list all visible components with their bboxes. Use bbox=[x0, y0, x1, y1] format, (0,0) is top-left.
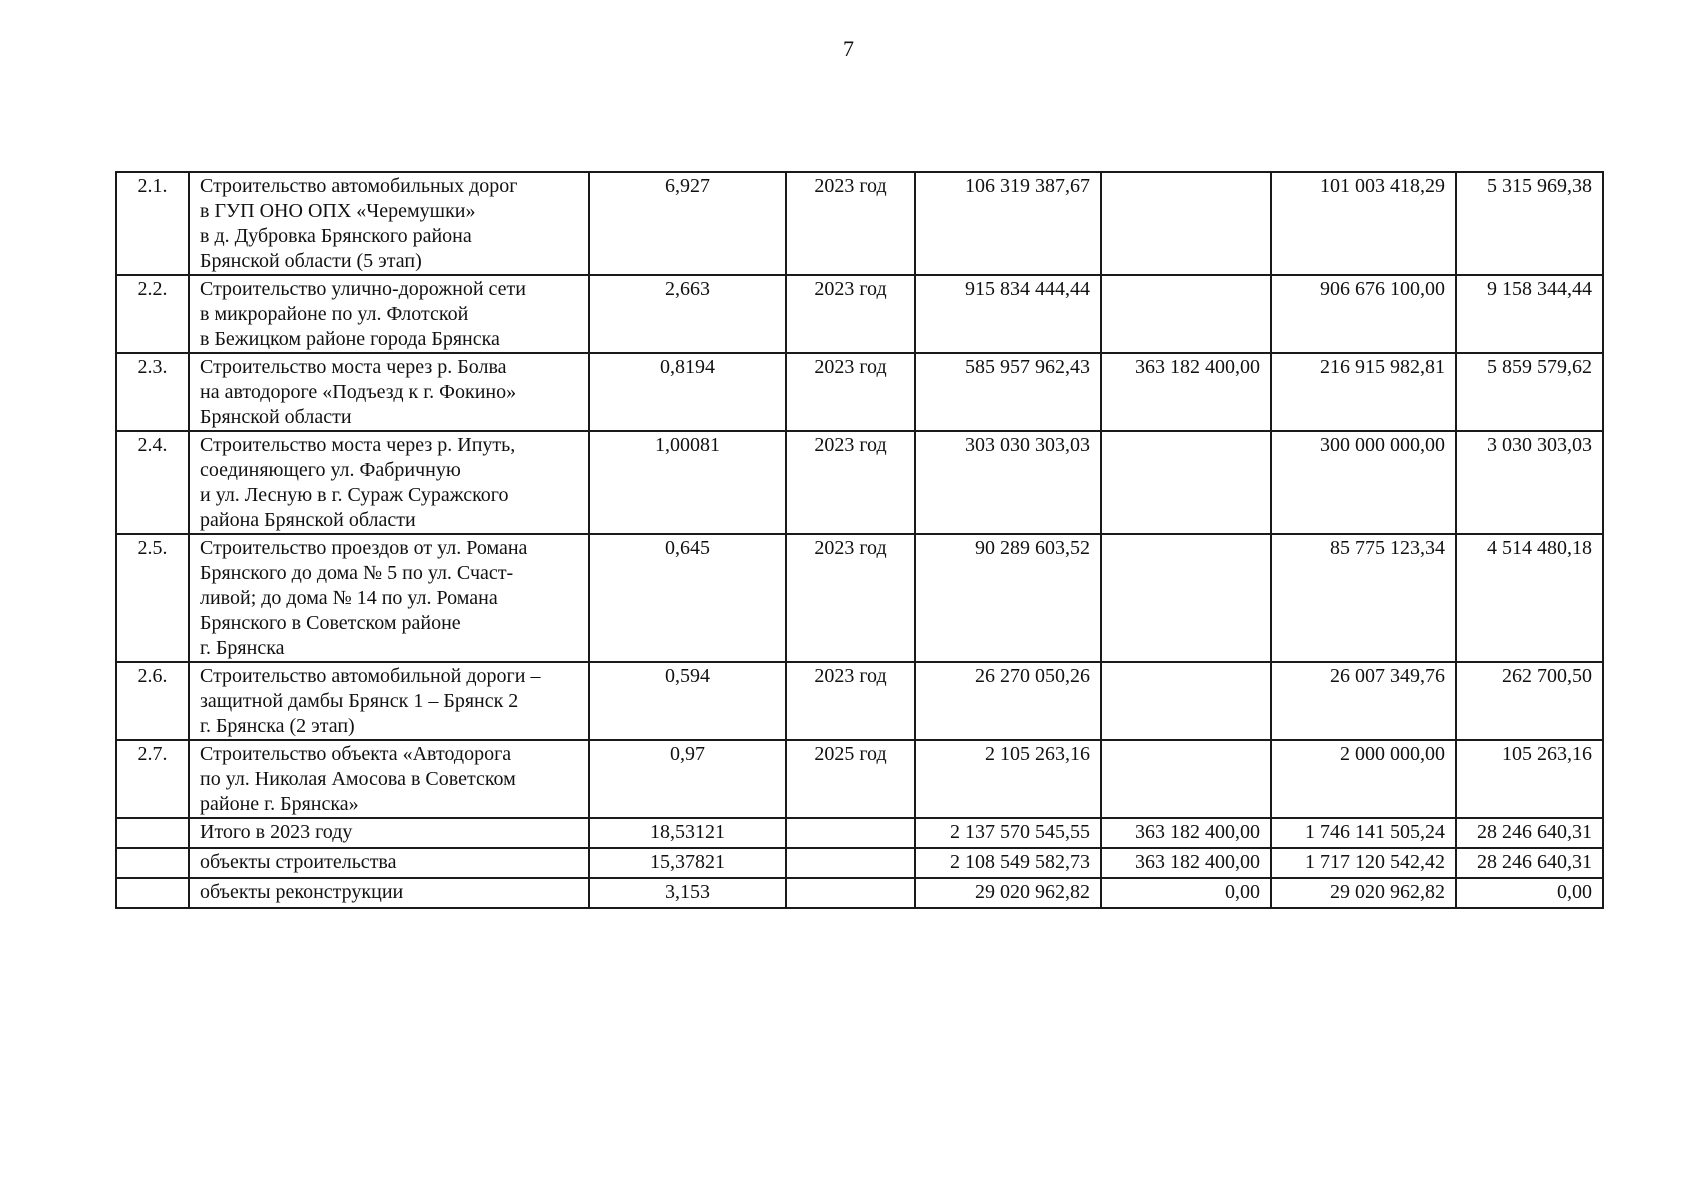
total-row bbox=[116, 818, 1603, 848]
row-number: 2.1. bbox=[116, 172, 189, 275]
table-row bbox=[116, 353, 1603, 431]
object-length: 0,8194 bbox=[589, 353, 786, 431]
table-row bbox=[116, 172, 1603, 275]
completion-year: 2023 год bbox=[786, 172, 915, 275]
federal-amount: 363 182 400,00 bbox=[1101, 848, 1271, 878]
row-number: 2.2. bbox=[116, 275, 189, 353]
total-label: объекты строительства bbox=[189, 848, 589, 878]
object-name: Строительство автомобильной дороги – защитной дамбы Брянск 1 – Брянск 2 г. Брянска (2 этап) bbox=[189, 662, 589, 740]
regional-amount: 216 915 982,81 bbox=[1271, 353, 1456, 431]
table-row bbox=[116, 275, 1603, 353]
row-number: 2.5. bbox=[116, 534, 189, 662]
local-amount: 105 263,16 bbox=[1456, 740, 1603, 818]
regional-amount: 1 746 141 505,24 bbox=[1271, 818, 1456, 848]
regional-amount: 85 775 123,34 bbox=[1271, 534, 1456, 662]
local-amount: 262 700,50 bbox=[1456, 662, 1603, 740]
total-amount: 2 137 570 545,55 bbox=[915, 818, 1101, 848]
regional-amount: 26 007 349,76 bbox=[1271, 662, 1456, 740]
object-name: Строительство моста через р. Ипуть, соединяющего ул. Фабричную и ул. Лесную в г. Сураж Суражского района Брянской области bbox=[189, 431, 589, 534]
regional-amount: 906 676 100,00 bbox=[1271, 275, 1456, 353]
object-name: Строительство проездов от ул. Романа Брянского до дома № 5 по ул. Счаст- ливой; до дома № 14 по ул. Романа Брянского в Советском районе г. Брянска bbox=[189, 534, 589, 662]
table-row bbox=[116, 662, 1603, 740]
total-label: Итого в 2023 году bbox=[189, 818, 589, 848]
regional-amount: 1 717 120 542,42 bbox=[1271, 848, 1456, 878]
object-length: 2,663 bbox=[589, 275, 786, 353]
total-amount: 2 108 549 582,73 bbox=[915, 848, 1101, 878]
federal-amount bbox=[1101, 740, 1271, 818]
empty-cell bbox=[116, 848, 189, 878]
total-label: объекты реконструкции bbox=[189, 878, 589, 908]
local-amount: 4 514 480,18 bbox=[1456, 534, 1603, 662]
empty-cell bbox=[786, 848, 915, 878]
federal-amount bbox=[1101, 172, 1271, 275]
table-row bbox=[116, 534, 1603, 662]
row-number: 2.3. bbox=[116, 353, 189, 431]
total-amount: 2 105 263,16 bbox=[915, 740, 1101, 818]
object-name: Строительство улично-дорожной сети в микрорайоне по ул. Флотской в Бежицком районе города Брянска bbox=[189, 275, 589, 353]
local-amount: 28 246 640,31 bbox=[1456, 818, 1603, 848]
row-number: 2.4. bbox=[116, 431, 189, 534]
total-amount: 26 270 050,26 bbox=[915, 662, 1101, 740]
object-length: 1,00081 bbox=[589, 431, 786, 534]
total-amount: 90 289 603,52 bbox=[915, 534, 1101, 662]
regional-amount: 300 000 000,00 bbox=[1271, 431, 1456, 534]
total-amount: 29 020 962,82 bbox=[915, 878, 1101, 908]
local-amount: 9 158 344,44 bbox=[1456, 275, 1603, 353]
federal-amount bbox=[1101, 275, 1271, 353]
row-number: 2.7. bbox=[116, 740, 189, 818]
object-length: 0,594 bbox=[589, 662, 786, 740]
completion-year: 2023 год bbox=[786, 275, 915, 353]
total-length: 18,53121 bbox=[589, 818, 786, 848]
regional-amount: 101 003 418,29 bbox=[1271, 172, 1456, 275]
regional-amount: 29 020 962,82 bbox=[1271, 878, 1456, 908]
completion-year: 2023 год bbox=[786, 662, 915, 740]
completion-year: 2023 год bbox=[786, 431, 915, 534]
total-amount: 303 030 303,03 bbox=[915, 431, 1101, 534]
completion-year: 2023 год bbox=[786, 534, 915, 662]
federal-amount bbox=[1101, 534, 1271, 662]
table-row bbox=[116, 431, 1603, 534]
regional-amount: 2 000 000,00 bbox=[1271, 740, 1456, 818]
completion-year: 2023 год bbox=[786, 353, 915, 431]
federal-amount bbox=[1101, 431, 1271, 534]
object-length: 6,927 bbox=[589, 172, 786, 275]
object-name: Строительство объекта «Автодорога по ул. Николая Амосова в Советском районе г. Брянска» bbox=[189, 740, 589, 818]
completion-year: 2025 год bbox=[786, 740, 915, 818]
empty-cell bbox=[786, 878, 915, 908]
page-number: 7 bbox=[843, 36, 854, 61]
federal-amount: 0,00 bbox=[1101, 878, 1271, 908]
local-amount: 3 030 303,03 bbox=[1456, 431, 1603, 534]
total-length: 3,153 bbox=[589, 878, 786, 908]
total-amount: 106 319 387,67 bbox=[915, 172, 1101, 275]
object-name: Строительство моста через р. Болва на автодороге «Подъезд к г. Фокино» Брянской области bbox=[189, 353, 589, 431]
empty-cell bbox=[786, 818, 915, 848]
table-row bbox=[116, 740, 1603, 818]
local-amount: 28 246 640,31 bbox=[1456, 848, 1603, 878]
row-number: 2.6. bbox=[116, 662, 189, 740]
federal-amount: 363 182 400,00 bbox=[1101, 353, 1271, 431]
object-length: 0,97 bbox=[589, 740, 786, 818]
total-amount: 915 834 444,44 bbox=[915, 275, 1101, 353]
total-length: 15,37821 bbox=[589, 848, 786, 878]
empty-cell bbox=[116, 818, 189, 848]
federal-amount bbox=[1101, 662, 1271, 740]
total-row bbox=[116, 848, 1603, 878]
total-amount: 585 957 962,43 bbox=[915, 353, 1101, 431]
total-row bbox=[116, 878, 1603, 908]
local-amount: 5 859 579,62 bbox=[1456, 353, 1603, 431]
construction-funding-table bbox=[115, 171, 1604, 909]
empty-cell bbox=[116, 878, 189, 908]
federal-amount: 363 182 400,00 bbox=[1101, 818, 1271, 848]
local-amount: 5 315 969,38 bbox=[1456, 172, 1603, 275]
object-length: 0,645 bbox=[589, 534, 786, 662]
object-name: Строительство автомобильных дорог в ГУП ОНО ОПХ «Черемушки» в д. Дубровка Брянского района Брянской области (5 этап) bbox=[189, 172, 589, 275]
local-amount: 0,00 bbox=[1456, 878, 1603, 908]
